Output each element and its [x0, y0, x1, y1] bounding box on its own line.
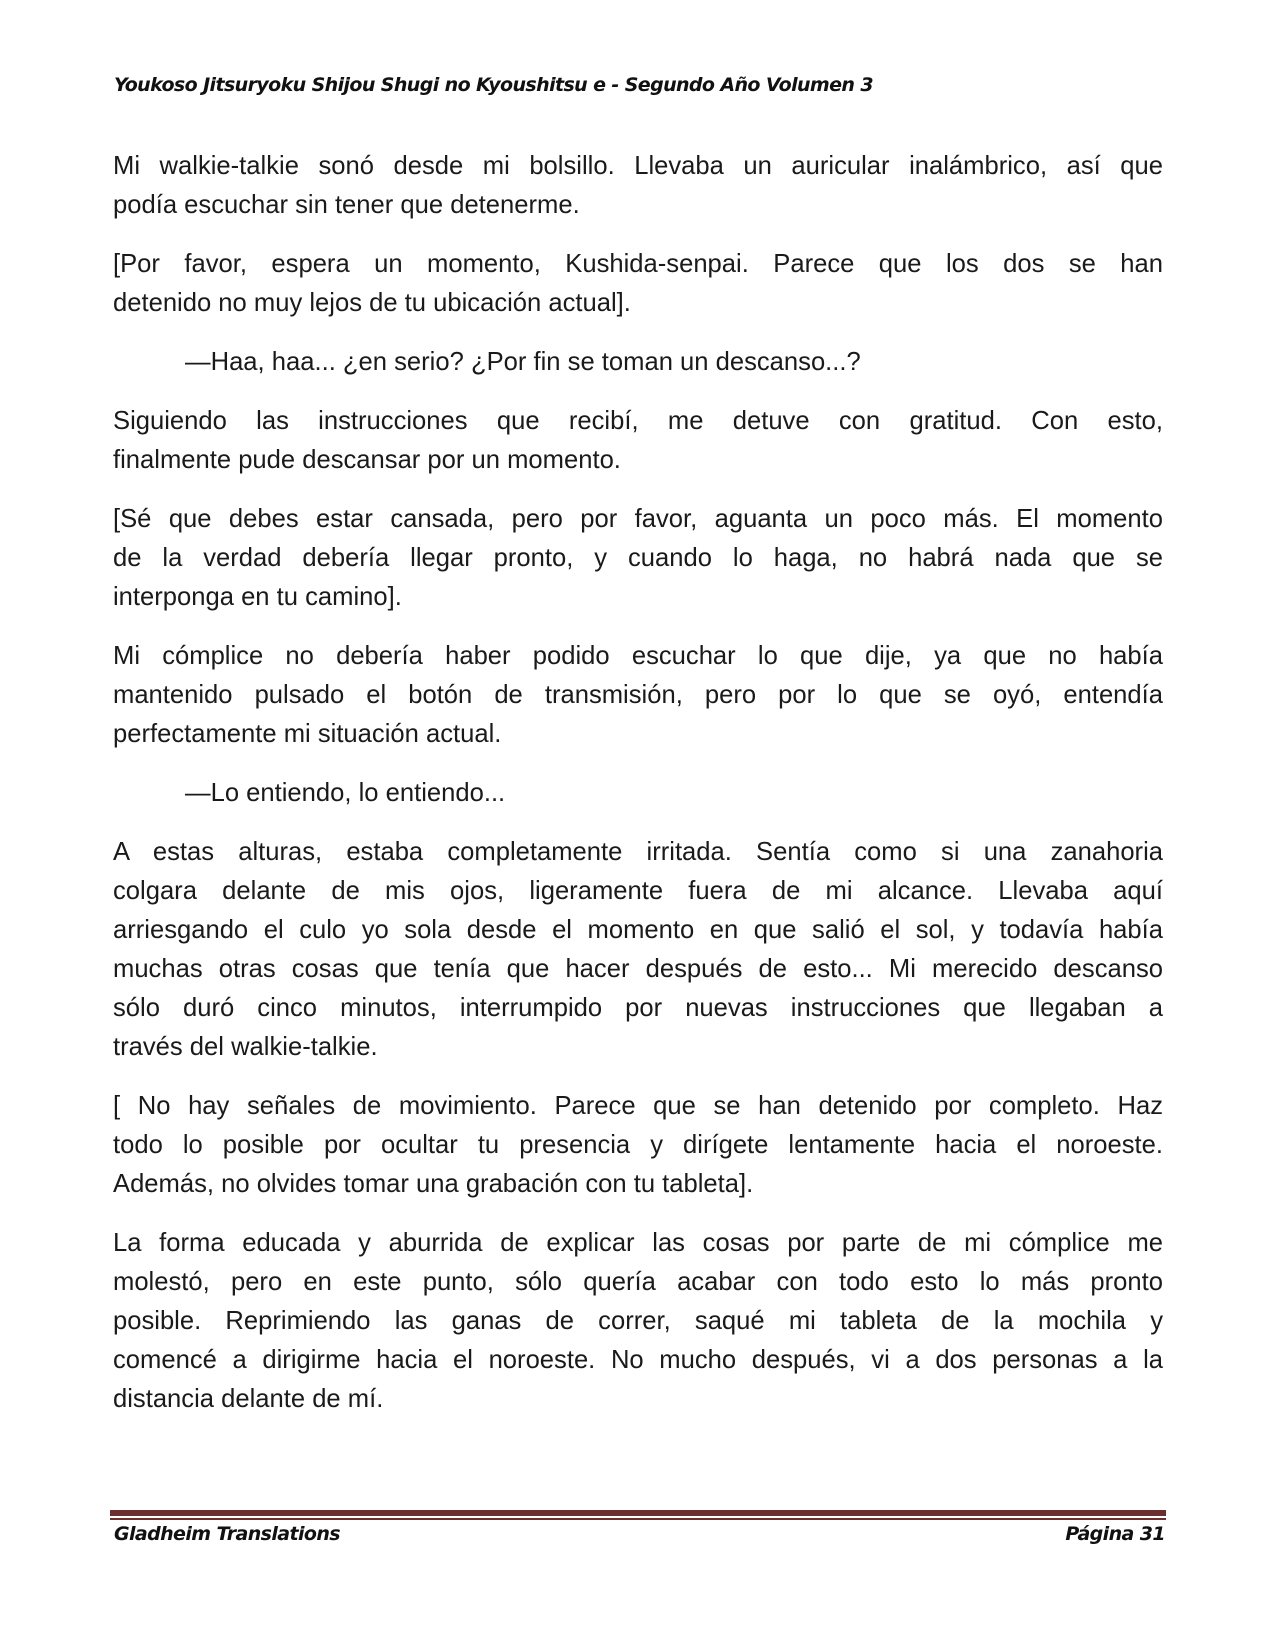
- text-line: de la verdad debería llegar pronto, y cuando lo haga, no habrá nada que se: [113, 544, 1163, 572]
- text-line: [ No hay señales de movimiento. Parece que se han detenido por completo. Haz: [113, 1092, 1163, 1120]
- text-line: podía escuchar sin tener que detenerme.: [113, 191, 580, 219]
- text-line: sólo duró cinco minutos, interrumpido por nuevas instrucciones que llegaban a: [113, 994, 1163, 1022]
- paragraph: [113, 147, 1163, 225]
- paragraph: [113, 245, 1163, 323]
- paragraph: [113, 500, 1163, 617]
- text-line: A estas alturas, estaba completamente irritada. Sentía como si una zanahoria: [113, 838, 1163, 866]
- text-line: [Sé que debes estar cansada, pero por favor, aguanta un poco más. El momento: [113, 505, 1163, 533]
- paragraph: [113, 1224, 1163, 1419]
- text-line: Mi walkie-talkie sonó desde mi bolsillo. Llevaba un auricular inalámbrico, así que: [113, 152, 1163, 180]
- text-line: Siguiendo las instrucciones que recibí, me detuve con gratitud. Con esto,: [113, 407, 1163, 435]
- text-line: perfectamente mi situación actual.: [113, 720, 502, 748]
- text-line: —Haa, haa... ¿en serio? ¿Por fin se toman un descanso...?: [185, 348, 861, 376]
- page-number: Página 31: [1065, 1523, 1165, 1545]
- dialogue-paragraph: [113, 774, 1163, 813]
- footer-rule-thick: [110, 1510, 1166, 1516]
- paragraph: [113, 402, 1163, 480]
- text-line: través del walkie-talkie.: [113, 1033, 378, 1061]
- footer-publisher: Gladheim Translations: [114, 1523, 340, 1545]
- footer-rule-thin: [110, 1518, 1166, 1520]
- paragraph: [113, 637, 1163, 754]
- text-line: Mi cómplice no debería haber podido escuchar lo que dije, ya que no había: [113, 642, 1163, 670]
- text-line: finalmente pude descansar por un momento.: [113, 446, 621, 474]
- running-header: Youkoso Jitsuryoku Shijou Shugi no Kyoushitsu e - Segundo Año Volumen 3: [114, 74, 873, 96]
- text-line: comencé a dirigirme hacia el noroeste. No mucho después, vi a dos personas a la: [113, 1346, 1163, 1374]
- text-line: muchas otras cosas que tenía que hacer después de esto... Mi merecido descanso: [113, 955, 1163, 983]
- paragraph: [113, 833, 1163, 1067]
- dialogue-paragraph: [113, 343, 1163, 382]
- text-line: posible. Reprimiendo las ganas de correr, saqué mi tableta de la mochila y: [113, 1307, 1163, 1335]
- page-body: [113, 147, 1163, 1439]
- text-line: interponga en tu camino].: [113, 583, 402, 611]
- text-line: arriesgando el culo yo sola desde el momento en que salió el sol, y todavía había: [113, 916, 1163, 944]
- paragraph: [113, 1087, 1163, 1204]
- text-line: —Lo entiendo, lo entiendo...: [185, 779, 506, 807]
- text-line: [Por favor, espera un momento, Kushida-senpai. Parece que los dos se han: [113, 250, 1163, 278]
- text-line: molestó, pero en este punto, sólo quería acabar con todo esto lo más pronto: [113, 1268, 1163, 1296]
- text-line: La forma educada y aburrida de explicar las cosas por parte de mi cómplice me: [113, 1229, 1163, 1257]
- text-line: detenido no muy lejos de tu ubicación actual].: [113, 289, 631, 317]
- text-line: todo lo posible por ocultar tu presencia y dirígete lentamente hacia el noroeste.: [113, 1131, 1163, 1159]
- text-line: colgara delante de mis ojos, ligeramente fuera de mi alcance. Llevaba aquí: [113, 877, 1163, 905]
- text-line: Además, no olvides tomar una grabación con tu tableta].: [113, 1170, 754, 1198]
- text-line: mantenido pulsado el botón de transmisión, pero por lo que se oyó, entendía: [113, 681, 1163, 709]
- text-line: distancia delante de mí.: [113, 1385, 384, 1413]
